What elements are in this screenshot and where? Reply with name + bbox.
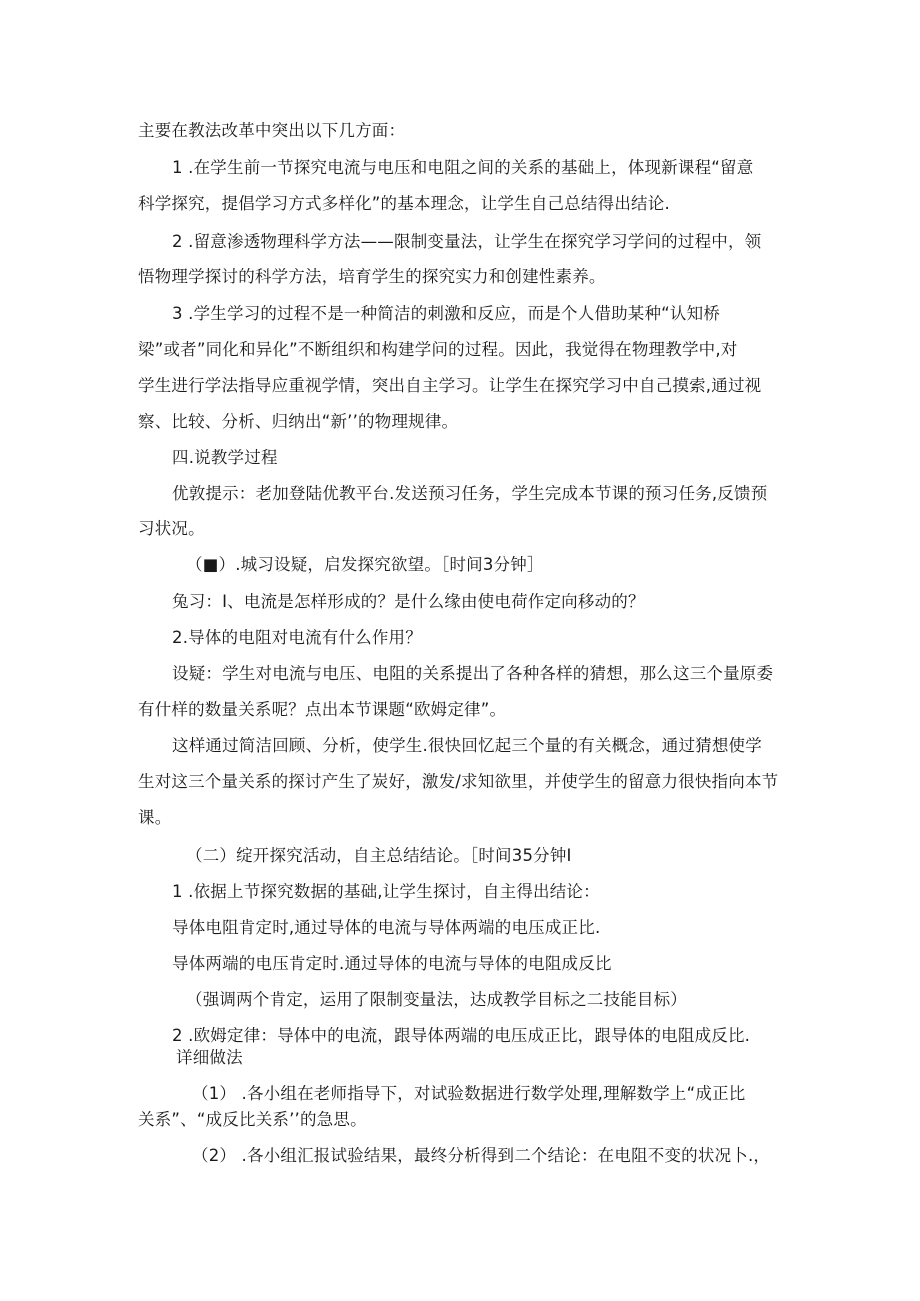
point-2-line-1: 2 .留意渗透物理科学方法——限制变量法，让学生在探究学习学问的过程中，领 xyxy=(172,232,762,251)
step-2-heading: （二）绽开探究活动，自主总结结论。［时间35分钟I xyxy=(186,846,572,865)
question-setup-line-1: 设疑：学生对电流与电压、电阻的关系提出了各种各样的猜想，那么这三个量原委 xyxy=(172,664,774,683)
review-q2: 2.导体的电阻对电流有什么作用？ xyxy=(172,628,422,647)
method-2-line-1: （2） .各小组汇报试验结果，最终分析得到二个结论：在电阻不变的状况卜.， xyxy=(192,1146,771,1165)
activity-1-line: 1 .依据上节探究数据的基础,让学生探讨，自主得出结论： xyxy=(172,882,600,901)
method-1-line-2: 关系”、“成反比关系’’的急思。 xyxy=(138,1110,367,1129)
section-heading-4: 四.说教学过程 xyxy=(172,448,278,467)
youjiao-tip-line-2: 习状况。 xyxy=(138,519,205,538)
ohm-law-line: 2 .欧姆定律：导体中的电流，跟导体两端的电压成正比，跟导体的电阻成反比. xyxy=(172,1026,751,1045)
conclusion-line-2: 导体两端的电压肯定时.通过导体的电流与导体的电阻成反比 xyxy=(172,954,612,973)
point-1-line-2: 科学探究，提倡学习方式多样化”的基本理念，让学生自己总结得出结论. xyxy=(138,194,670,213)
method-heading: 详细做法 xyxy=(176,1048,243,1067)
emphasis-note: （强调两个肯定，运用了限制变量法，达成教学目标之二技能目标） xyxy=(186,990,687,1009)
point-3-line-2: 梁”或者”同化和异化”不断组织和构建学问的过程。因此，我觉得在物理教学中,对 xyxy=(138,340,738,359)
youjiao-tip-line-1: 优敦提示：老加登陆优教平台.发送预习任务，学生完成本节课的预习任务,反馈预 xyxy=(172,484,768,503)
rationale-line-3: 课。 xyxy=(138,808,172,827)
conclusion-line-1: 导体电阻肯定时,通过导体的电流与导体两端的电压成正比. xyxy=(172,918,601,937)
point-1-line-1: 1 .在学生前一节探究电流与电压和电阻之间的关系的基础上，体现新课程“留意 xyxy=(172,158,754,177)
point-3-line-4: 察、比较、分析、归纳出“新’’的物理规律。 xyxy=(138,412,459,431)
point-2-line-2: 悟物理学探讨的科学方法，培育学生的探究实力和创建性素养。 xyxy=(138,267,606,286)
point-3-line-1: 3 .学生学习的过程不是一种简洁的刺激和反应，而是个人借助某种“认知桥 xyxy=(172,304,721,323)
step-1-heading: （■）.城习设疑，启发探究欲望。［时间3分钟］ xyxy=(186,555,544,574)
review-q1: 兔习：I、电流是怎样形成的？是什么缘由使电荷作定向移动的？ xyxy=(172,592,645,611)
rationale-line-1: 这样通过简洁回顾、分析，使学生.很快回忆起三个量的有关概念，通过猜想使学 xyxy=(172,736,762,755)
question-setup-line-2: 有什样的数量关系呢？点出本节课题“欧姆定律”。 xyxy=(138,700,507,719)
rationale-line-2: 生对这三个量关系的探讨产生了炭好，激发/求知欲里，并使学生的留意力很快指向本节 xyxy=(138,772,779,791)
intro-line: 主要在教法改革中突出以下几方面： xyxy=(138,121,406,140)
method-1-line-1: （1） .各小组在老师指导下，对试验数据进行数学处理,理解数学上“成正比 xyxy=(192,1084,746,1103)
point-3-line-3: 学生进行学法指导应重视学情，突出自主学习。让学生在探究学习中自己摸索,通过视 xyxy=(138,376,762,395)
